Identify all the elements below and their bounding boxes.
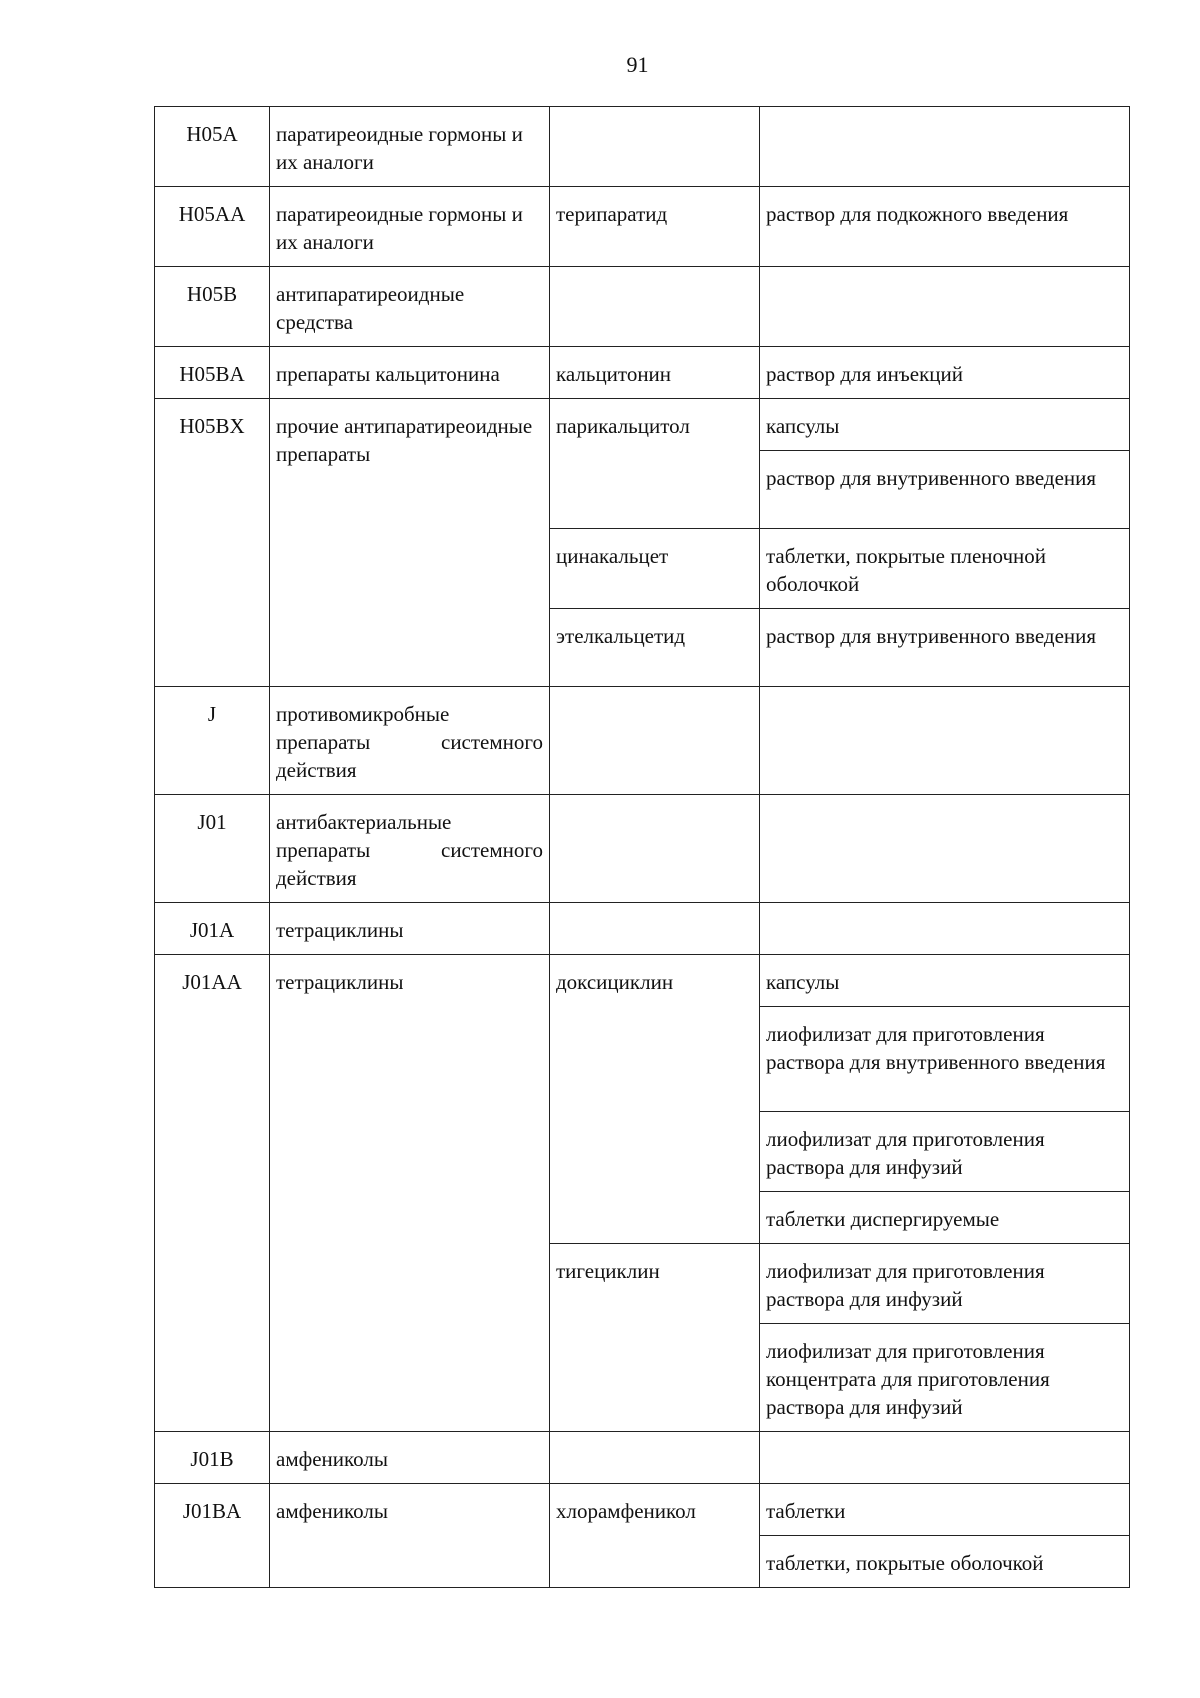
atc-group: паратиреоидные гормоны и их аналоги [270, 107, 550, 187]
atc-group: тетрациклины [270, 903, 550, 955]
atc-group: противомикробные препараты системного действия [270, 687, 550, 795]
atc-code: J01 [155, 795, 270, 903]
atc-code: H05AA [155, 187, 270, 267]
drug-name [550, 903, 760, 955]
atc-code: J [155, 687, 270, 795]
atc-group: антипаратиреоидные средства [270, 267, 550, 347]
table-row [155, 107, 1130, 187]
drug-name [550, 267, 760, 347]
table-row [155, 795, 1130, 903]
dosage-form: капсулы [760, 955, 1130, 1007]
table-row [155, 347, 1130, 399]
drug-name [550, 795, 760, 903]
table-row [155, 1484, 1130, 1536]
atc-group: паратиреоидные гормоны и их аналоги [270, 187, 550, 267]
drug-name: доксициклин [550, 955, 760, 1244]
dosage-form: таблетки, покрытые пленочной оболочкой [760, 529, 1130, 609]
table-row [155, 903, 1130, 955]
dosage-form: раствор для внутривенного введения [760, 451, 1130, 529]
drug-table [154, 106, 1130, 1588]
atc-group: антибактериальные препараты системного действия [270, 795, 550, 903]
drug-name: цинакальцет [550, 529, 760, 609]
drug-name: тигециклин [550, 1244, 760, 1432]
table-row [155, 187, 1130, 267]
drug-name: этелкальцетид [550, 609, 760, 687]
atc-group: прочие антипаратиреоидные препараты [270, 399, 550, 687]
table-row [155, 267, 1130, 347]
atc-code: J01A [155, 903, 270, 955]
table-row [155, 687, 1130, 795]
atc-group: препараты кальцитонина [270, 347, 550, 399]
atc-code: J01B [155, 1432, 270, 1484]
dosage-form [760, 687, 1130, 795]
dosage-form [760, 1432, 1130, 1484]
drug-name [550, 687, 760, 795]
dosage-form: раствор для внутривенного введения [760, 609, 1130, 687]
dosage-form: таблетки, покрытые оболочкой [760, 1536, 1130, 1588]
dosage-form: капсулы [760, 399, 1130, 451]
atc-group: амфениколы [270, 1432, 550, 1484]
dosage-form: лиофилизат для приготовления раствора для инфузий [760, 1244, 1130, 1324]
dosage-form: раствор для подкожного введения [760, 187, 1130, 267]
drug-name: хлорамфеникол [550, 1484, 760, 1588]
drug-name [550, 1432, 760, 1484]
drug-name: терипаратид [550, 187, 760, 267]
dosage-form: таблетки [760, 1484, 1130, 1536]
table-row [155, 399, 1130, 451]
atc-code: J01AA [155, 955, 270, 1432]
table-row [155, 955, 1130, 1007]
dosage-form: лиофилизат для приготовления раствора для внутривенного введения [760, 1007, 1130, 1112]
dosage-form: таблетки диспергируемые [760, 1192, 1130, 1244]
drug-name [550, 107, 760, 187]
atc-code: H05B [155, 267, 270, 347]
atc-code: H05BX [155, 399, 270, 687]
dosage-form: раствор для инъекций [760, 347, 1130, 399]
dosage-form [760, 267, 1130, 347]
dosage-form [760, 903, 1130, 955]
atc-code: H05A [155, 107, 270, 187]
atc-group: амфениколы [270, 1484, 550, 1588]
dosage-form [760, 795, 1130, 903]
table-row [155, 1432, 1130, 1484]
drug-name: парикальцитол [550, 399, 760, 529]
dosage-form: лиофилизат для приготовления концентрата для приготовления раствора для инфузий [760, 1324, 1130, 1432]
atc-code: J01BA [155, 1484, 270, 1588]
atc-code: H05BA [155, 347, 270, 399]
dosage-form: лиофилизат для приготовления раствора для инфузий [760, 1112, 1130, 1192]
drug-name: кальцитонин [550, 347, 760, 399]
atc-group: тетрациклины [270, 955, 550, 1432]
page-number: 91 [626, 52, 649, 77]
dosage-form [760, 107, 1130, 187]
